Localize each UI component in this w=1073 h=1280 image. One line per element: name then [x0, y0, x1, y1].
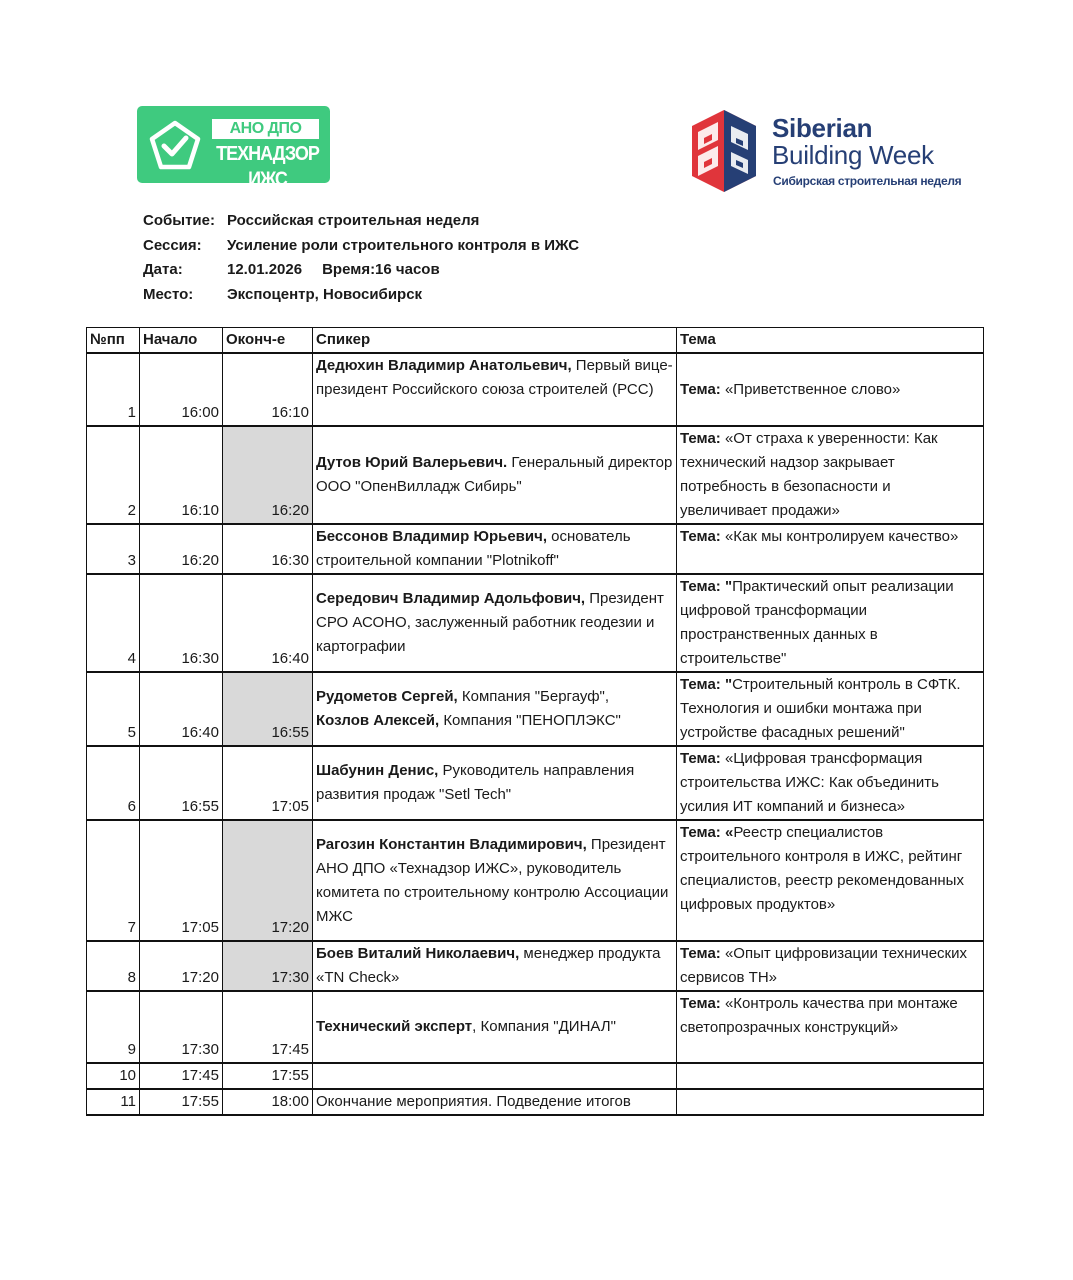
speaker-name: Рагозин Константин Владимирович,: [316, 836, 587, 853]
table-row: [87, 991, 984, 1063]
row-start: 17:30: [140, 991, 223, 1063]
row-speaker: [313, 941, 677, 991]
row-speaker: [313, 672, 677, 746]
topic-text: «Цифровая трансформация строительства ИЖС: Как объединить усилия ИТ компаний и бизнеса»: [680, 750, 939, 815]
speaker-role: менеджер продукта «TN Check»: [316, 945, 661, 986]
row-start: 17:20: [140, 941, 223, 991]
row-end: 17:45: [223, 991, 313, 1063]
speaker-role-2: Компания "ПЕНОПЛЭКС": [439, 712, 621, 729]
speaker-role: , Компания "ДИНАЛ": [472, 1018, 616, 1035]
speaker-role: Первый вице-президент Российского союза строителей (РСС): [316, 357, 673, 398]
row-topic: [677, 672, 984, 746]
row-start: 17:45: [140, 1063, 223, 1089]
speaker-role: Президент АНО ДПО «Технадзор ИЖС», руководитель комитета по строительному контролю Ассоциации МЖС: [316, 836, 669, 925]
event-info: [143, 209, 579, 307]
row-end: 16:20: [223, 426, 313, 524]
row-topic: [677, 426, 984, 524]
topic-text: «Приветственное слово»: [720, 380, 901, 398]
speaker-role: Руководитель направления развития продаж "Setl Tech": [316, 762, 635, 803]
row-start: 16:40: [140, 672, 223, 746]
row-topic: [677, 574, 984, 672]
speaker-name: Рудометов Сергей,: [316, 688, 458, 705]
row-num: 7: [87, 820, 140, 941]
topic-text: «От страха к уверенности: Как технический надзор закрывает потребность в безопасности и увеличивает продажи»: [680, 430, 938, 519]
speaker-name: Дутов Юрий Валерьевич.: [316, 454, 508, 471]
event-value: Российская строительная неделя: [227, 212, 480, 229]
row-start: 16:55: [140, 746, 223, 820]
topic-label: Тема:: [680, 995, 721, 1012]
speaker-role: Президент СРО АСОНО, заслуженный работник геодезии и картографии: [316, 590, 664, 655]
schedule-table: [86, 327, 984, 1116]
topic-text: «Опыт цифровизации технических сервисов ТН»: [680, 945, 967, 986]
table-row: [87, 524, 984, 574]
speaker-name-2: Козлов Алексей,: [316, 712, 440, 729]
topic-text: «Контроль качества при монтаже светопрозрачных конструкций»: [680, 995, 958, 1036]
header-start: Начало: [140, 328, 223, 354]
topic-label: Тема:: [680, 945, 721, 962]
table-row: [87, 746, 984, 820]
topic-label: Тема:: [680, 380, 721, 398]
row-topic: [677, 353, 984, 426]
row-speaker: [313, 426, 677, 524]
speaker-name: Дедюхин Владимир Анатольевич,: [316, 357, 572, 374]
table-row: [87, 1063, 984, 1089]
row-num: 1: [87, 353, 140, 426]
topic-text: «Как мы контролируем качество»: [720, 528, 959, 545]
header-end: Оконч-е: [223, 328, 313, 354]
logo-ano-dpo: АНО ДПО: [212, 119, 319, 139]
speaker-name: Шабунин Денис,: [316, 762, 439, 779]
topic-text: Практический опыт реализации цифровой трансформации пространственных данных в строительстве": [680, 578, 954, 667]
row-topic: [677, 820, 984, 941]
table-row: [87, 941, 984, 991]
topic-label: Тема:: [680, 528, 721, 545]
table-row: [87, 1089, 984, 1115]
logo-siberian: Siberian: [772, 113, 873, 143]
row-speaker: Окончание мероприятия. Подведение итогов: [313, 1089, 677, 1115]
event-row: [143, 209, 579, 234]
session-row: [143, 234, 579, 259]
topic-label: Тема: «: [680, 824, 734, 841]
row-speaker: [313, 524, 677, 574]
header-topic: Тема: [677, 328, 984, 354]
logo-subtitle: Сибирская строительная неделя: [773, 174, 962, 188]
session-label: Сессия:: [143, 236, 202, 254]
session-value: Усиление роли строительного контроля в ИЖС: [227, 236, 580, 254]
logo-tehnadzor-text: ТЕХНАДЗОР ИЖС: [216, 141, 319, 191]
row-start: 16:30: [140, 574, 223, 672]
table-row: [87, 574, 984, 672]
row-topic: [677, 941, 984, 991]
row-start: 16:00: [140, 353, 223, 426]
topic-label: Тема:: [680, 750, 721, 767]
date-row: [143, 258, 579, 283]
row-speaker: [313, 353, 677, 426]
place-label: Место:: [143, 285, 194, 303]
row-num: 2: [87, 426, 140, 524]
logo-tehnadzor: [137, 106, 330, 191]
topic-label: Тема: ": [680, 676, 733, 693]
row-topic: [677, 991, 984, 1063]
row-topic: [677, 1089, 984, 1115]
row-end: 16:10: [223, 353, 313, 426]
topic-text: Реестр специалистов строительного контроля в ИЖС, рейтинг специалистов, реестр рекомендованных цифровых продуктов»: [680, 824, 964, 913]
row-end: 17:05: [223, 746, 313, 820]
speaker-role: Генеральный директор ООО "ОпенВилладж Сибирь": [316, 454, 673, 495]
row-num: 6: [87, 746, 140, 820]
event-label: Событие:: [143, 212, 215, 229]
place-value: Экспоцентр, Новосибирск: [227, 285, 423, 303]
table-row: [87, 353, 984, 426]
speaker-name: Бессонов Владимир Юрьевич,: [316, 528, 547, 545]
row-num: 5: [87, 672, 140, 746]
row-end: 16:40: [223, 574, 313, 672]
time-value: Время:16 часов: [322, 261, 440, 278]
row-start: 16:20: [140, 524, 223, 574]
topic-text: Строительный контроль в СФТК. Технология и ошибки монтажа при устройстве фасадных решений": [680, 676, 961, 741]
speaker-name: Технический эксперт: [316, 1018, 473, 1035]
table-row: [87, 820, 984, 941]
header-speaker: Спикер: [313, 328, 677, 354]
shield-check-icon: [149, 120, 201, 170]
table-header-row: [87, 328, 984, 354]
row-topic: [677, 1063, 984, 1089]
row-start: 17:05: [140, 820, 223, 941]
topic-label: Тема:: [680, 430, 721, 447]
speaker-role: Компания "Бергауф",: [457, 688, 610, 705]
row-num: 4: [87, 574, 140, 672]
row-num: 8: [87, 941, 140, 991]
row-num: 3: [87, 524, 140, 574]
row-speaker: [313, 820, 677, 941]
header-num: №пп: [87, 328, 140, 354]
row-num: 11: [87, 1089, 140, 1115]
logo-siberian-building-week: [684, 104, 984, 199]
row-start: 16:10: [140, 426, 223, 524]
speaker-name: Боев Виталий Николаевич,: [316, 945, 520, 962]
row-start: 17:55: [140, 1089, 223, 1115]
row-topic: [677, 524, 984, 574]
speaker-role: основатель строительной компании "Plotnikoff": [316, 528, 631, 569]
row-topic: [677, 746, 984, 820]
row-end: 17:20: [223, 820, 313, 941]
row-end: 16:55: [223, 672, 313, 746]
table-row: [87, 426, 984, 524]
logo-building-week: Building Week: [772, 140, 934, 170]
row-end: 17:55: [223, 1063, 313, 1089]
row-speaker: [313, 991, 677, 1063]
place-row: [143, 283, 579, 308]
sbw-cube-icon: [684, 104, 764, 199]
topic-label: Тема: ": [680, 578, 733, 595]
date-value: 12.01.2026: [227, 261, 303, 278]
speaker-name: Середович Владимир Адольфович,: [316, 590, 586, 607]
row-speaker: [313, 1063, 677, 1089]
row-end: 16:30: [223, 524, 313, 574]
date-label: Дата:: [143, 261, 183, 278]
row-speaker: [313, 746, 677, 820]
row-num: 10: [87, 1063, 140, 1089]
row-num: 9: [87, 991, 140, 1063]
row-end: 18:00: [223, 1089, 313, 1115]
table-row: [87, 672, 984, 746]
row-speaker: [313, 574, 677, 672]
row-end: 17:30: [223, 941, 313, 991]
